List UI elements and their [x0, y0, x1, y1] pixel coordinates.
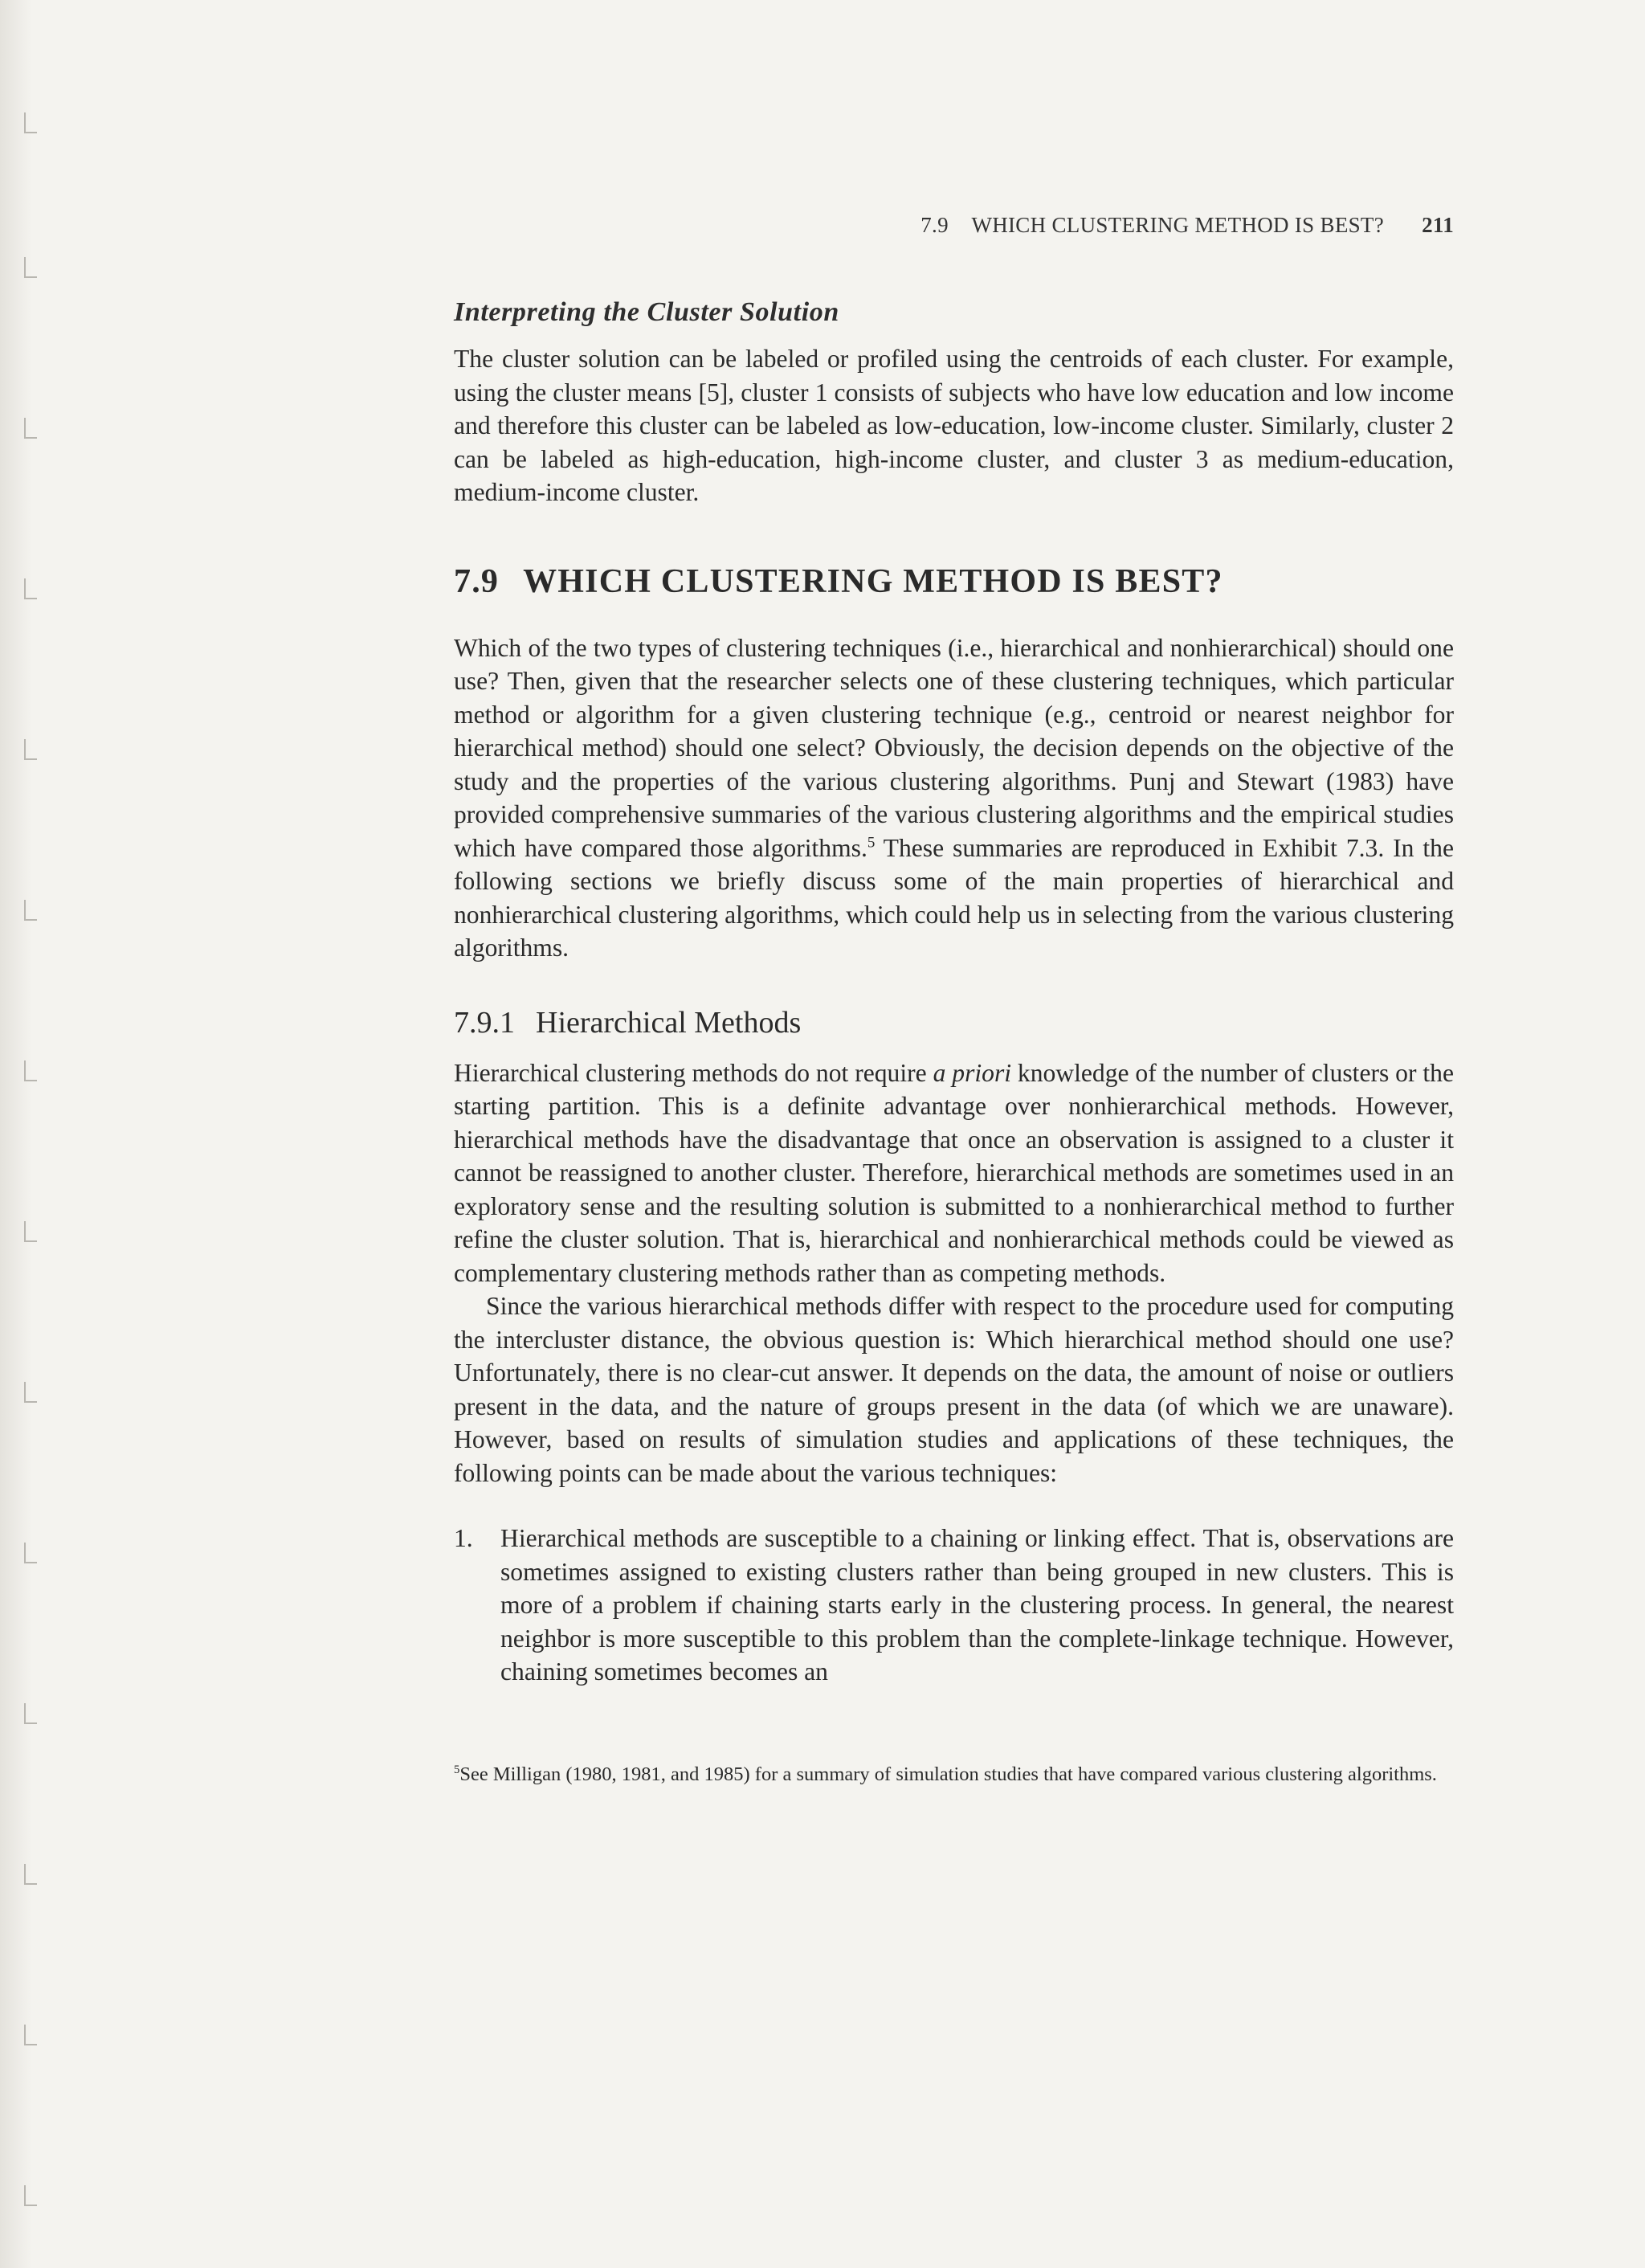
hierarchical-paragraph-1 — [454, 1056, 1454, 1290]
section-heading — [454, 562, 1454, 601]
binding-mark — [24, 739, 37, 760]
binding-mark — [24, 112, 37, 133]
footnote-text: See Milligan (1980, 1981, and 1985) for a summary of simulation studies that have compared various clustering algorithms. — [459, 1763, 1437, 1785]
interpreting-paragraph: The cluster solution can be labeled or profiled using the centroids of each cluster. For example, using the cluster means [5], cluster 1 consists of subjects who have low education and low income and therefore this cluster can be labeled as low-education, low-income cluster. Similarly, cluster 2 can be labeled as high-education, high-income cluster, and cluster 3 as medium-education, medium-income cluster. — [454, 345, 1454, 506]
paragraph-text: knowledge of the number of clusters or the starting partition. This is a definite advantage over nonhierarchical methods. However, hierarchical methods have the disadvantage that once an observation is assigned to a cluster it cannot be reassigned to another cluster. Therefore, hierarchical methods are sometimes used in an exploratory sense and the resulting solution is submitted to a nonhierarchical method to further refine the cluster solution. That is, hierarchical and nonhierarchical methods could be viewed as complementary clustering methods rather than as competing methods. — [454, 1058, 1454, 1287]
binding-mark — [24, 1703, 37, 1724]
italic-term: a priori — [933, 1058, 1012, 1087]
binding-mark — [24, 257, 37, 278]
subsection-title: Hierarchical Methods — [536, 1005, 802, 1040]
list-item-text: Hierarchical methods are susceptible to a chaining or linking effect. That is, observations are sometimes assigned to existing clusters rather than being grouped in new clusters. This is more of a problem if chaining starts early in the clustering process. In general, the nearest neighbor is more susceptible to this problem than the complete-linkage technique. However, chaining sometimes becomes an — [500, 1524, 1454, 1686]
page-number: 211 — [1422, 213, 1454, 237]
list-marker: 1. — [454, 1524, 473, 1552]
footnote — [454, 1761, 1454, 1788]
subsection-number: 7.9.1 — [454, 1005, 515, 1040]
binding-mark — [24, 1060, 37, 1081]
binding-mark — [24, 900, 37, 921]
binding-mark — [24, 1221, 37, 1242]
footnote-marker: 5 — [454, 1763, 460, 1776]
binding-mark — [24, 2185, 37, 2206]
page-body — [454, 210, 1454, 1788]
binding-mark — [24, 2025, 37, 2045]
subsection-heading — [454, 1005, 1454, 1040]
running-head-section: 7.9 — [920, 213, 949, 237]
section-intro-text: Which of the two types of clustering techniques (i.e., hierarchical and nonhierarchical) should one use? Then, given that the researcher selects one of these clustering techniques, which particular method or algorithm for a given clustering technique (e.g., centroid or nearest neighbor for hierarchical method) should one select? Obviously, the decision depends on the objective of the study and the properties of the various clustering algorithms. Punj and Stewart (1983) have provided comprehensive summaries of the various clustering algorithms and the empirical studies which have compared those algorithms. — [454, 633, 1454, 862]
footnote-reference: 5 — [867, 833, 876, 851]
interpreting-heading: Interpreting the Cluster Solution — [454, 297, 839, 327]
running-head-title: WHICH CLUSTERING METHOD IS BEST? — [971, 213, 1385, 237]
binding-mark — [24, 578, 37, 599]
paragraph-text: Hierarchical clustering methods do not require — [454, 1058, 933, 1087]
section-title: WHICH CLUSTERING METHOD IS BEST? — [523, 562, 1223, 600]
binding-mark — [24, 1382, 37, 1403]
binding-mark — [24, 1864, 37, 1885]
page-left-edge — [0, 0, 32, 2268]
list-item — [454, 1522, 1454, 1689]
binding-mark — [24, 418, 37, 439]
section-intro-paragraph — [454, 631, 1454, 965]
hierarchical-paragraph-2: Since the various hierarchical methods differ with respect to the procedure used for computing the intercluster distance, the obvious question is: Which hierarchical method should one use? Unfortunately, there is no clear-cut answer. It depends on the data, the amount of noise or outliers present in the data, and the nature of groups present in the data (of which we are unaware). However, based on results of simulation studies and applications of these techniques, the following points can be made about the various techniques: — [454, 1292, 1454, 1487]
section-number: 7.9 — [454, 562, 500, 600]
section-intro-text-continued: These summaries are reproduced in Exhibit 7.3. In the following sections we briefly discuss some of the main properties of hierarchical and nonhierarchical clustering algorithms, which could help us in selecting from the various clustering algorithms. — [454, 833, 1454, 962]
binding-mark — [24, 1543, 37, 1563]
points-list — [454, 1522, 1454, 1689]
